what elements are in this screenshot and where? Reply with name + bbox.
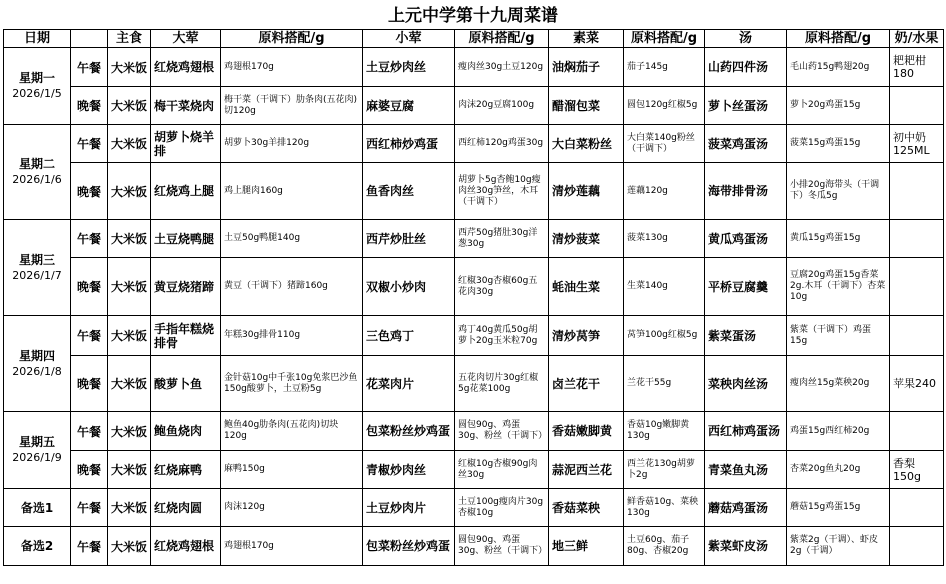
minor-dish-cell: 土豆炒肉片 — [363, 489, 455, 527]
menu-table — [3, 29, 944, 566]
header-milk-fruit: 奶/水果 — [890, 30, 944, 48]
minor-ingredients-cell: 西红柿120g鸡蛋30g — [455, 125, 549, 163]
minor-ingredients-cell: 圆包90g、鸡蛋30g、粉丝（干调下） — [455, 412, 549, 451]
soup-ingredients-cell: 毛山药15g鸭翅20g — [787, 48, 890, 87]
day-label: 星期一 — [18, 71, 55, 85]
milk-fruit-cell — [890, 316, 944, 356]
minor-ingredients-cell: 胡萝卜5g杏鲍10g瘦肉丝30g笋丝，木耳（干调下） — [455, 163, 549, 220]
minor-dish-cell: 西芹炒肚丝 — [363, 220, 455, 258]
vegetable-ingredients-cell: 生菜140g — [624, 258, 705, 316]
menu-row — [4, 527, 944, 566]
day-cell — [4, 527, 71, 566]
day-date: 2026/1/5 — [12, 87, 62, 100]
minor-dish-cell: 包菜粉丝炒鸡蛋 — [363, 412, 455, 451]
day-label: 星期二 — [18, 157, 55, 171]
soup-ingredients-cell: 鸡蛋15g西红柿20g — [787, 412, 890, 451]
minor-dish-cell: 三色鸡丁 — [363, 316, 455, 356]
day-label: 星期三 — [18, 252, 55, 267]
vegetable-dish-cell: 油焖茄子 — [549, 48, 624, 87]
minor-dish-cell: 双椒小炒肉 — [363, 258, 455, 316]
minor-ingredients-cell: 红椒30g杏椒60g五花肉30g — [455, 258, 549, 316]
main-ingredients-cell: 黄豆（干调下）猪蹄160g — [221, 258, 363, 316]
main-dish-cell: 梅干菜烧肉 — [151, 87, 221, 125]
day-label: 星期五 — [18, 435, 55, 449]
main-ingredients-cell: 金针菇10g中千张10g免浆巴沙鱼150g酸萝卜，土豆粉5g — [221, 356, 363, 412]
vegetable-dish-cell: 清炒莲藕 — [549, 163, 624, 220]
header-meal — [71, 30, 108, 48]
staple-cell: 大米饭 — [108, 125, 151, 163]
minor-ingredients-cell: 瘦肉丝30g土豆120g — [455, 48, 549, 87]
staple-cell: 大米饭 — [108, 489, 151, 527]
milk-fruit-cell — [890, 412, 944, 451]
main-dish-cell: 红烧鸡上腿 — [151, 163, 221, 220]
main-ingredients-cell: 梅干菜（干调下）肋条肉(五花肉)切120g — [221, 87, 363, 125]
minor-ingredients-cell: 圆包90g、鸡蛋30g、粉丝（干调下） — [455, 527, 549, 566]
minor-dish-cell: 包菜粉丝炒鸡蛋 — [363, 527, 455, 566]
meal-cell: 午餐 — [71, 527, 108, 566]
staple-cell: 大米饭 — [108, 451, 151, 489]
meal-cell: 晚餐 — [71, 163, 108, 220]
minor-dish-cell: 鱼香肉丝 — [363, 163, 455, 220]
menu-row — [4, 451, 944, 489]
main-ingredients-cell: 胡萝卜30g羊排120g — [221, 125, 363, 163]
vegetable-ingredients-cell: 圆包120g红椒5g — [624, 87, 705, 125]
soup-ingredients-cell: 瘦肉丝15g菜秧20g — [787, 356, 890, 412]
staple-cell: 大米饭 — [108, 48, 151, 87]
minor-dish-cell: 麻婆豆腐 — [363, 87, 455, 125]
staple-cell: 大米饭 — [108, 258, 151, 316]
staple-cell: 大米饭 — [108, 316, 151, 356]
meal-cell: 晚餐 — [71, 258, 108, 316]
vegetable-ingredients-cell: 兰花干55g — [624, 356, 705, 412]
menu-body — [4, 48, 944, 566]
milk-fruit-cell: 耙耙柑180 — [890, 48, 944, 87]
day-date: 2026/1/8 — [12, 364, 62, 378]
milk-fruit-cell — [890, 87, 944, 125]
day-cell — [4, 48, 71, 125]
main-dish-cell: 红烧鸡翅根 — [151, 48, 221, 87]
soup-ingredients-cell: 小排20g海带头（干调下）冬瓜5g — [787, 163, 890, 220]
minor-dish-cell: 青椒炒肉丝 — [363, 451, 455, 489]
minor-dish-cell: 西红柿炒鸡蛋 — [363, 125, 455, 163]
minor-ingredients-cell: 五花肉切片30g红椒5g花菜100g — [455, 356, 549, 412]
soup-dish-cell: 青菜鱼丸汤 — [705, 451, 787, 489]
staple-cell: 大米饭 — [108, 527, 151, 566]
vegetable-dish-cell: 醋溜包菜 — [549, 87, 624, 125]
staple-cell: 大米饭 — [108, 220, 151, 258]
main-dish-cell: 黄豆烧猪蹄 — [151, 258, 221, 316]
day-cell — [4, 220, 71, 316]
menu-row — [4, 489, 944, 527]
main-ingredients-cell: 麻鸭150g — [221, 451, 363, 489]
meal-cell: 午餐 — [71, 489, 108, 527]
vegetable-ingredients-cell: 西兰花130g胡萝卜2g — [624, 451, 705, 489]
soup-ingredients-cell: 杏菜20g鱼丸20g — [787, 451, 890, 489]
vegetable-dish-cell: 蒜泥西兰花 — [549, 451, 624, 489]
day-cell — [4, 125, 71, 220]
main-dish-cell: 手指年糕烧排骨 — [151, 316, 221, 356]
menu-row — [4, 163, 944, 220]
menu-row — [4, 220, 944, 258]
meal-cell: 午餐 — [71, 125, 108, 163]
menu-row — [4, 316, 944, 356]
main-dish-cell: 红烧鸡翅根 — [151, 527, 221, 566]
vegetable-dish-cell: 大白菜粉丝 — [549, 125, 624, 163]
main-ingredients-cell: 年糕30g排骨110g — [221, 316, 363, 356]
main-dish-cell: 鲍鱼烧肉 — [151, 412, 221, 451]
milk-fruit-cell: 苹果240 — [890, 356, 944, 412]
vegetable-ingredients-cell: 莴笋100g红椒5g — [624, 316, 705, 356]
day-cell — [4, 489, 71, 527]
soup-dish-cell: 菠菜鸡蛋汤 — [705, 125, 787, 163]
header-row — [4, 30, 944, 48]
minor-dish-cell: 花菜肉片 — [363, 356, 455, 412]
soup-ingredients-cell: 豆腐20g鸡蛋15g香菜2g.木耳（干调下）杏菜10g — [787, 258, 890, 316]
milk-fruit-cell: 香梨150g — [890, 451, 944, 489]
meal-cell: 晚餐 — [71, 87, 108, 125]
soup-dish-cell: 西红柿鸡蛋汤 — [705, 412, 787, 451]
milk-fruit-cell: 初中奶125ML — [890, 125, 944, 163]
soup-dish-cell: 萝卜丝蛋汤 — [705, 87, 787, 125]
main-dish-cell: 胡萝卜烧羊排 — [151, 125, 221, 163]
meal-cell: 午餐 — [71, 316, 108, 356]
soup-dish-cell: 山药四件汤 — [705, 48, 787, 87]
header-soup-ingredients: 原料搭配/g — [787, 30, 890, 48]
vegetable-dish-cell: 蚝油生菜 — [549, 258, 624, 316]
minor-ingredients-cell: 鸡丁40g黄瓜50g胡萝卜20g玉米粒70g — [455, 316, 549, 356]
staple-cell: 大米饭 — [108, 412, 151, 451]
soup-dish-cell: 海带排骨汤 — [705, 163, 787, 220]
soup-ingredients-cell: 紫菜（干调下）鸡蛋15g — [787, 316, 890, 356]
menu-row — [4, 87, 944, 125]
soup-dish-cell: 菜秧肉丝汤 — [705, 356, 787, 412]
page-title: 上元中学第十九周菜谱 — [388, 6, 558, 26]
meal-cell: 晚餐 — [71, 451, 108, 489]
day-date: 2026/1/9 — [12, 451, 62, 464]
vegetable-dish-cell: 卤兰花干 — [549, 356, 624, 412]
menu-row — [4, 412, 944, 451]
menu-row — [4, 48, 944, 87]
vegetable-ingredients-cell: 大白菜140g粉丝（干调下） — [624, 125, 705, 163]
menu-row — [4, 125, 944, 163]
meal-cell: 午餐 — [71, 48, 108, 87]
soup-dish-cell: 黄瓜鸡蛋汤 — [705, 220, 787, 258]
minor-ingredients-cell: 西芹50g猪肚30g洋葱30g — [455, 220, 549, 258]
soup-ingredients-cell: 菠菜15g鸡蛋15g — [787, 125, 890, 163]
minor-ingredients-cell: 土豆100g瘦肉片30g杏椒10g — [455, 489, 549, 527]
vegetable-dish-cell: 地三鲜 — [549, 527, 624, 566]
milk-fruit-cell — [890, 527, 944, 566]
soup-ingredients-cell: 蘑菇15g鸡蛋15g — [787, 489, 890, 527]
meal-cell: 午餐 — [71, 220, 108, 258]
vegetable-ingredients-cell: 香菇10g嫩脚黄130g — [624, 412, 705, 451]
header-date: 日期 — [4, 30, 71, 48]
soup-dish-cell: 紫菜虾皮汤 — [705, 527, 787, 566]
day-label: 星期四 — [18, 348, 55, 363]
main-dish-cell: 红烧肉圆 — [151, 489, 221, 527]
main-ingredients-cell: 鸡翅根170g — [221, 527, 363, 566]
header-main-ingredients: 原料搭配/g — [221, 30, 363, 48]
vegetable-ingredients-cell: 土豆60g、茄子80g、杏椒20g — [624, 527, 705, 566]
header-vegetable: 素菜 — [549, 30, 624, 48]
header-vegetable-ingredients: 原料搭配/g — [624, 30, 705, 48]
minor-ingredients-cell: 肉沫20g豆腐100g — [455, 87, 549, 125]
header-soup: 汤 — [705, 30, 787, 48]
main-dish-cell: 土豆烧鸭腿 — [151, 220, 221, 258]
main-dish-cell: 酸萝卜鱼 — [151, 356, 221, 412]
soup-dish-cell: 平桥豆腐羹 — [705, 258, 787, 316]
main-ingredients-cell: 肉沫120g — [221, 489, 363, 527]
meal-cell: 午餐 — [71, 412, 108, 451]
vegetable-dish-cell: 香菇菜秧 — [549, 489, 624, 527]
vegetable-ingredients-cell: 莲藕120g — [624, 163, 705, 220]
vegetable-dish-cell: 香菇嫩脚黄 — [549, 412, 624, 451]
vegetable-ingredients-cell: 鲜香菇10g、菜秧130g — [624, 489, 705, 527]
staple-cell: 大米饭 — [108, 163, 151, 220]
header-main-dish: 大荤 — [151, 30, 221, 48]
main-dish-cell: 红烧麻鸭 — [151, 451, 221, 489]
menu-row — [4, 356, 944, 412]
soup-ingredients-cell: 萝卜20g鸡蛋15g — [787, 87, 890, 125]
vegetable-dish-cell: 清炒菠菜 — [549, 220, 624, 258]
milk-fruit-cell — [890, 489, 944, 527]
soup-dish-cell: 蘑菇鸡蛋汤 — [705, 489, 787, 527]
soup-ingredients-cell: 黄瓜15g鸡蛋15g — [787, 220, 890, 258]
staple-cell: 大米饭 — [108, 356, 151, 412]
header-staple: 主食 — [108, 30, 151, 48]
header-minor-dish: 小荤 — [363, 30, 455, 48]
day-date: 2026/1/7 — [12, 268, 62, 282]
main-ingredients-cell: 鸡翅根170g — [221, 48, 363, 87]
day-cell — [4, 316, 71, 412]
day-label: 备选2 — [20, 539, 54, 553]
vegetable-dish-cell: 清炒莴笋 — [549, 316, 624, 356]
vegetable-ingredients-cell: 茄子145g — [624, 48, 705, 87]
soup-dish-cell: 紫菜蛋汤 — [705, 316, 787, 356]
vegetable-ingredients-cell: 菠菜130g — [624, 220, 705, 258]
main-ingredients-cell: 鲍鱼40g肋条肉(五花肉)切块120g — [221, 412, 363, 451]
milk-fruit-cell — [890, 220, 944, 258]
header-minor-ingredients: 原料搭配/g — [455, 30, 549, 48]
day-label: 备选1 — [20, 500, 54, 515]
minor-dish-cell: 土豆炒肉丝 — [363, 48, 455, 87]
day-cell — [4, 412, 71, 489]
menu-row — [4, 258, 944, 316]
main-ingredients-cell: 土豆50g鸭腿140g — [221, 220, 363, 258]
meal-cell: 晚餐 — [71, 356, 108, 412]
staple-cell: 大米饭 — [108, 87, 151, 125]
milk-fruit-cell — [890, 258, 944, 316]
soup-ingredients-cell: 紫菜2g（干调）、虾皮2g（干调） — [787, 527, 890, 566]
day-date: 2026/1/6 — [12, 173, 62, 186]
minor-ingredients-cell: 红椒10g杏椒90g肉丝30g — [455, 451, 549, 489]
milk-fruit-cell — [890, 163, 944, 220]
main-ingredients-cell: 鸡上腿肉160g — [221, 163, 363, 220]
